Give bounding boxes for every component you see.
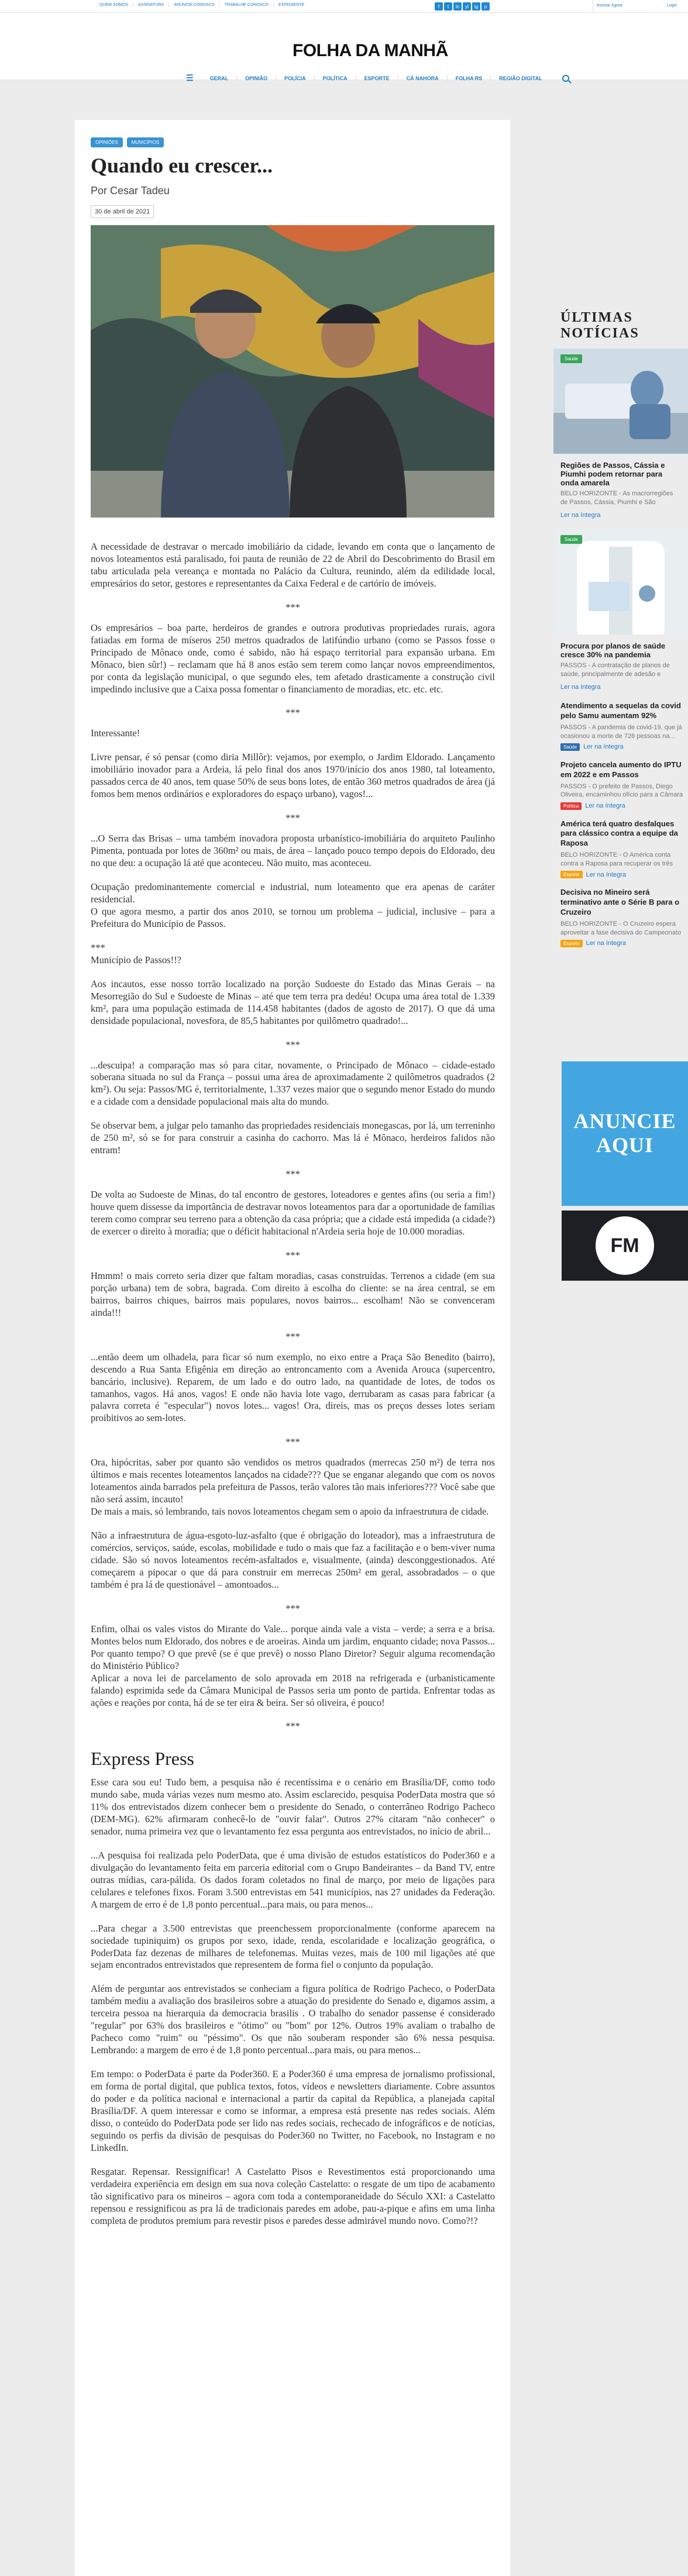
social-icons bbox=[435, 2, 490, 11]
article-paragraph: Os empresários – boa parte, herdeiros de grandes e outrora produtivas propriedades rurais, agora fatiadas em forma de míseros 250 metros quadrados de latifúndio urbano (como se Passos fosse o Principado de Mônaco onde, como é sabido, não há espaço territorial para expansão urbana. Em Mônaco, bien sûr!) – reclamam que há 8 anos estão sem terem como lançar novos empreendimentos, por conta da legislação municipal, o que segundo eles, tem afetado drasticamente a construção civil impedindo inclusive que a Caixa possa fomentar o financiamento de moradias, etc. etc. etc. bbox=[91, 622, 495, 695]
article-photo bbox=[91, 225, 494, 518]
radio-banner[interactable] bbox=[562, 1211, 688, 1281]
separator: *** bbox=[285, 812, 300, 824]
site-logo[interactable]: FOLHA DA MANHÃ bbox=[293, 41, 448, 60]
section-title: Express Press bbox=[91, 1748, 194, 1770]
article-paragraph: ...Para chegar a 3.500 entrevistas que preenchessem proporcionalmente (conforme aparecem na sociedade tupiniquim) os grupos por sexo, idade, renda, escolaridade e localização geográfica, o PoderData faz dezenas de milhares de telefonemas. Muitas vezes, mais de 100 mil ligações até que sejam encontrados entrevistados que representem de forma fiel o conjunto da população. bbox=[91, 1922, 495, 1971]
separator: *** bbox=[285, 601, 300, 613]
news-title[interactable]: Projeto cancela aumento do IPTU em 2022 e em Passos bbox=[560, 760, 682, 779]
article-paragraph: Não a infraestrutura de água-esgoto-luz-asfalto (que é obrigação do loteador), mas a infraestrutura de comércios, serviços, saúde, escolas, mobilidade e tudo o mais que faz a facilitação e o bem-viver numa cidade. São só novos loteamentos recém-asfaltados e, visualmente, (ainda) desconggestionados. Até começarem a pipocar o que dá para construir em merrecas 250m² em geral, assobradados – o que também é pra lá de questionável – amontoados... bbox=[91, 1530, 495, 1590]
news-category-badge[interactable]: Saúde bbox=[560, 743, 580, 751]
read-more-link[interactable]: Ler na íntegra bbox=[583, 743, 624, 751]
news-title[interactable]: Regiões de Passos, Cássia e Piumhi podem retornar para onda amarela bbox=[560, 461, 665, 487]
article-paragraph: Se observar bem, a julgar pelo tamanho das propriedades residenciais monegascas, por lá, um terreninho de 250 m², só se for para construir a casinha do cachorro. Mas lá é Mônaco, herdeiros falidos não entram! bbox=[91, 1120, 495, 1156]
separator: *** bbox=[285, 1720, 300, 1732]
news-badge[interactable]: Saúde bbox=[560, 535, 582, 544]
pinterest-icon[interactable]: p bbox=[481, 2, 490, 11]
read-more-link[interactable]: Ler na íntegra bbox=[585, 802, 625, 810]
news-title[interactable]: Procura por planos de saúde cresce 30% na pandemia bbox=[560, 642, 666, 659]
news-card[interactable] bbox=[553, 529, 688, 692]
facebook-icon[interactable]: f bbox=[435, 2, 443, 11]
header bbox=[0, 13, 688, 80]
separator: *** bbox=[285, 1039, 300, 1050]
separator: *** bbox=[285, 1249, 300, 1261]
news-category-badge[interactable]: Política bbox=[560, 802, 582, 810]
top-link-anuncie[interactable]: ANUNCIE CONOSCO bbox=[174, 3, 220, 7]
separator: *** bbox=[285, 1168, 300, 1180]
nav-item-ca-nahora[interactable]: CÁ NAHORA bbox=[398, 75, 447, 81]
read-more-link[interactable]: Ler na íntegra bbox=[560, 512, 601, 519]
youtube-icon[interactable]: yt bbox=[463, 2, 471, 11]
news-card[interactable] bbox=[553, 349, 688, 520]
news-summary: BELO HORIZONTE - O América conta contra a Raposa para recuperar os três bbox=[560, 851, 673, 868]
article-paragraph: A necessidade de destravar o mercado imobiliário da cidade, levando em conta que o lançamento de novos loteamentos está paralisado, foi pauta de reunião de 22 de Abril do Descobrimento do Brasil em tabu articulada pela vereança e montada no Palácio da Cultura, reunindo, além da edilidade local, empresários do setor, gestores e representantes da Caixa Federal e de cartório de imóveis. bbox=[91, 541, 495, 589]
nav-item-opiniao[interactable]: OPINIÃO bbox=[236, 75, 276, 81]
news-meta bbox=[560, 802, 688, 810]
article-paragraph: Ocupação predominantemente comercial e industrial, num loteamento que era apenas de caráter residencial. O que agora mesmo, a partir dos anos 2010, se tornou um problema – judicial, inclusive – para a Prefeitura do Município de Passos. bbox=[91, 881, 495, 929]
article-paragraph: Em tempo: o PoderData é parte da Poder360. E a Poder360 é uma empresa de jornalismo profissional, em forma de portal digital, que publica textos, fotos, vídeos e newsletters diariamente. Cobre assuntos do poder e da política nacional e internacional a partir da capital da República, a planejada capital Brasília/DF. A quem interessar e como se informar, a empresa está presente nas redes sociais. Além disso, o conteúdo do PoderData pode ser lido nas redes sociais, rechecado de infográficos e de notícias, seguindo os perfis da divisão de pesquisas do Poder360 no Twitter, no Facebook, no Instagram e no LinkedIn. bbox=[91, 2068, 495, 2153]
news-item[interactable] bbox=[560, 701, 688, 751]
article-date: 30 de abril de 2021 bbox=[91, 205, 154, 218]
news-item[interactable] bbox=[560, 819, 688, 879]
nav-item-regiao-digital[interactable]: REGIÃO DIGITAL bbox=[490, 75, 550, 81]
article-tags bbox=[91, 137, 495, 147]
news-summary: BELO HORIZONTE - O Cruzeiro espera aproveitar a fase decisiva do Campeonato bbox=[560, 920, 682, 936]
separator: *** bbox=[285, 1436, 300, 1448]
article-paragraph: Além de perguntar aos entrevistados se conheciam a figura política de Rodrigo Pacheco, o PoderData também mediu a avaliação dos brasileiros sobre a atuação do presidente do Senado e, digamos assim, a terceira pessoa na hierarquia da democracia brasilis . O trabalho do senador passense é considerado "regular" por 63% dos brasileiros e "ótimo" ou "bom" por 12%. Outros 19% avaliam o trabalho de Pacheco como "ruim" ou "péssimo". Os que não souberam responder são 6% nessa pesquisa. Lembrando: a margem de erro é de 1,8 ponto percentual...para mais, ou para menos... bbox=[91, 1983, 495, 2056]
top-link-trabalhe[interactable]: TRABALHE CONOSCO bbox=[225, 3, 274, 7]
tag-opinioes[interactable]: OPINIÕES bbox=[91, 137, 123, 147]
nav-item-politica[interactable]: POLÍTICA bbox=[314, 75, 356, 81]
article-paragraph: Resgatar. Repensar. Ressignificar! A Castelatto Pisos e Revestimentos está proporcionando uma verdadeira experiência em design em sua nova coleção Castelatto: o resgate de um tipo de acabamento tão significativo para os mineiros – agora com toda a contemporaneidade do Século XXI: a Castelatto repensou e ressignificou as pra lá de tradicionais paredes em adobe, pau-a-pique e afins em uma linha completa de produtos premium para revestir pisos e paredes desse admirável mundo novo. Como?!? bbox=[91, 2165, 495, 2226]
doctor-photo bbox=[553, 529, 688, 634]
news-summary: PASSOS - A contratação de planos de saúde, principalmente de adesão e bbox=[560, 662, 670, 678]
nav-item-folha-rs[interactable]: FOLHA RS bbox=[447, 75, 491, 81]
nav-item-esporte[interactable]: ESPORTE bbox=[356, 75, 398, 81]
news-category-badge[interactable]: Esporte bbox=[560, 940, 583, 947]
article-paragraph: *** Município de Passos!!? bbox=[91, 942, 181, 965]
news-title[interactable]: Decisiva no Mineiro será terminativo ante o Série B para o Cruzeiro bbox=[560, 888, 680, 917]
nav-item-geral[interactable]: GERAL bbox=[209, 75, 229, 81]
separator: *** bbox=[285, 1330, 300, 1342]
news-image[interactable] bbox=[553, 529, 688, 634]
news-title[interactable]: América terá quatro desfalques para clássico contra a equipe da Raposa bbox=[560, 819, 678, 848]
article-paragraph: ...A pesquisa foi realizada pelo PoderData, que é uma divisão de estudos estatísticos do Poder360 e a divulgação do levantamento feita em parceria editorial com o Grupo Bandeirantes – da Band TV, entre outras mídias, cara-pálida. Os dados foram coletados no final de março, por meio de ligações para celulares e telefones fixos. Foram 3.500 entrevistas em 541 municípios, nas 27 unidades da Federação. A margem de erro é de 1,8 ponto percentual...para mais, ou para menos... bbox=[91, 1849, 495, 1910]
article-paragraph: Ora, hipócritas, saber por quanto são vendidos os metros quadrados (merrecas 250 m²) de terra nos últimos e mais recentes loteamentos lançados na cidade??? Que se enganar alegando que com os novos loteamentos ainda barrados pela prefeitura de Passos, terão valores tão mais inferiores??? Você sabe que não será assim, incauto! De mais a mais, só lembrando, tais novos loteamentos chegam sem o apoio da infraestrutura de cidade. bbox=[91, 1457, 495, 1518]
top-link-quem-somos[interactable]: QUEM SOMOS bbox=[99, 3, 133, 7]
article-body bbox=[91, 541, 495, 2227]
news-summary: PASSOS - O prefeito de Passos, Diego Oliveira, encaminhou ofício para a Câmara bbox=[560, 782, 683, 799]
main-nav bbox=[186, 73, 569, 83]
article-paragraph: Hmmm! o mais correto seria dizer que faltam moradias, casas construídas. Terrenos a cidade (em sua porção urbana) tem de sobra, bagrada. Com direito à escolha do cliente: se na área central, se em bairros, bairros chiques, bairros mais populares, novos bairros... escolham! Não se convenceram ainda!!! bbox=[91, 1270, 495, 1318]
top-link-expediente[interactable]: EXPEDIENTE bbox=[278, 3, 305, 7]
article-paragraph: Aos incautos, esse nosso torrão localizado na porção Sudoeste do Estado das Minas Gerais – na Mesorregião do Sul e Sudoeste de Minas – até que tem terra pra dedéu! Ocupa uma área total de 1.339 km², para uma população estimada de 114.458 habitantes (dados de agosto de 2017). O que dá uma densidade populacional, novesfora, de 85,5 habitantes por quilômetro quadrado!... bbox=[91, 978, 495, 1026]
article bbox=[75, 120, 510, 2576]
article-paragraph: ...O Serra das Brisas – uma também inovadora proposta urbanístico-imobiliária do arquiteto Paulinho Pimenta, pontuada por lotes de 360m² ou mais, de área – lançado pouco tempo depois do Eldorado, deu no que deu: a ocupação lá até que aconteceu. Não muito, mas aconteceu. bbox=[91, 833, 495, 869]
news-summary: BELO HORIZONTE - As macrorregiões de Passos, Cássia, Piumhi e São bbox=[560, 490, 673, 506]
twitter-icon[interactable]: t bbox=[444, 2, 452, 11]
top-links bbox=[99, 3, 309, 7]
news-badge[interactable]: Saúde bbox=[560, 354, 582, 363]
ad-line-2: AQUI bbox=[596, 1133, 653, 1157]
article-paragraph: Enfim, olhai os vales vistos do Mirante do Vale... porque ainda vale a vista – verde; a serra e a brisa. Montes belos num Eldorado, dos nobres e de aroeiras. Ainda um jardim, enquanto cidade; nova Passos... Por quanto tempo? O que prevê (se é que prevê) o nosso Plano Diretor? Seguir alguma recomendação do Ministério Público? Aplicar a nova lei de parcelamento de solo aprovada em 2018 na refrigerada e (urbanisticamente falando) esprimida sede da Câmara Municipal de Passos seria um ponto de partida. Enfrentar todas as ações e reações por conta, há de se ter eira & beira. Ser só oliveira, é pouco! bbox=[91, 1623, 495, 1708]
top-bar bbox=[0, 0, 688, 13]
separator: *** bbox=[285, 707, 300, 719]
top-link-assinatura[interactable]: ASSINATURA bbox=[138, 3, 169, 7]
article-paragraph: Esse cara sou eu! Tudo bem, a pesquisa não é recentíssima e o cenário em Brasília/DF, como todo mundo sabe, muda várias vezes num mesmo ato. Assim esclarecido, pesquisa PoderData mostra que só 11% dos entrevistados dizem conhecer bem o presidente do Senado, o conterrâneo Rodrigo Pacheco (DEM-MG). 62% afirmaram conhecê-lo de "ouvir falar". Outros 27% citaram "não conhecer" o senador, numa primeira vez que o levantamento fez essa pergunta aos entrevistados, no início de abril... bbox=[91, 1777, 495, 1837]
read-more-link[interactable]: Ler na íntegra bbox=[560, 684, 601, 691]
article-author: Por Cesar Tadeu bbox=[91, 185, 170, 196]
ad-banner[interactable] bbox=[562, 1061, 688, 1206]
news-meta bbox=[560, 940, 688, 947]
photo-two-men-mural bbox=[91, 225, 494, 518]
news-meta bbox=[560, 871, 688, 878]
article-paragraph: ...então deem um olhadela, para ficar só num exemplo, no eixo entre a Praça São Benedito (bairro), descendo a Rua Santa Efigênia em direção ao entroncamento com a Avenida Arouca (supercentro, bancário, inclusive). Reparem, de um lado e do outro lado, na quantidade de lotes, de todos os tamanhos, vagos. Há anos, vagos! E onde não havia lote vago, derrubaram as casas para fabricar (a palavra correta é "especular") novos lotes... vagos! Ora, direis, mas os preços desses lotes seriam proibitivos ao sem-lotes. bbox=[91, 1351, 495, 1424]
news-summary: PASSOS - A pandemia de covid-19, que já ocasionou a morte de 726 pessoas na... bbox=[560, 723, 682, 740]
radio-logo: FM bbox=[596, 1216, 654, 1275]
read-more-link[interactable]: Ler na íntegra bbox=[586, 871, 627, 878]
subscribe-link[interactable]: Assinar Agora bbox=[597, 4, 622, 8]
sidebar-title: ÚLTIMAS NOTÍCIAS bbox=[560, 310, 639, 341]
search-icon[interactable] bbox=[562, 75, 569, 82]
news-image[interactable] bbox=[553, 349, 688, 454]
article-paragraph: Livre pensar, é só pensar (como diria Millôr): vejamos, por exemplo, o Jardim Eldorado. Lançamento imobiliário inovador para a Ardeia, lá pelo final dos anos 1970/início dos anos 1980, tal loteamento, passados cerca de 40 anos, tem quase 50% de seus bons lotes, de então 360 metros quadrados de área (já fomos bem menos ordinários e exploradores do espaço urbano), vagos!... bbox=[91, 751, 495, 800]
news-item[interactable] bbox=[560, 888, 688, 947]
read-more-link[interactable]: Ler na íntegra bbox=[586, 940, 627, 947]
login-link[interactable]: Login bbox=[667, 4, 677, 8]
hospital-photo bbox=[553, 349, 688, 454]
nav-item-policia[interactable]: POLÍCIA bbox=[276, 75, 314, 81]
article-paragraph: ...descuipa! a comparação mas só para citar, novamente, o Principado de Mônaco – cidade-estado soberana situada no sul da França – possui uma área de aproximadamente 2 quilômetros quadrados (2 km²). Ou seja: Passos/MG é, territorialmente, 1.337 vezes maior que o segundo menor Estado do mundo e a cidade com a densidade populacional mais alta do mundo. bbox=[91, 1059, 495, 1108]
menu-icon[interactable]: ☰ bbox=[186, 73, 194, 82]
article-paragraph: Interessante! bbox=[91, 727, 140, 739]
news-item[interactable] bbox=[560, 760, 688, 810]
sidebar bbox=[553, 310, 688, 957]
instagram-icon[interactable]: ig bbox=[472, 2, 480, 11]
article-title: Quando eu crescer... bbox=[91, 154, 273, 177]
article-paragraph: De volta ao Sudoeste de Minas, do tal encontro de gestores, loteadores e gentes afins (ou seria a fim!) houve quem dissesse da importância de destravar novos loteamentos para dar a oportunidade de famílias terem como comprar seu terreno para a obtenção da casa própria; que a cidade está impedida (a cidade?) de exercer o direito à moradia; que o déficit habitacional n'Ardeia seria hoje de 10.000 moradias. bbox=[91, 1189, 495, 1237]
tag-municipios[interactable]: MUNICÍPIOS bbox=[127, 137, 164, 147]
linkedin-icon[interactable]: in bbox=[453, 2, 462, 11]
separator: *** bbox=[285, 1602, 300, 1614]
news-title[interactable]: Atendimento a sequelas da covid pelo Samu aumentam 92% bbox=[560, 701, 681, 720]
ad-line-1: ANUNCIE bbox=[573, 1109, 676, 1133]
news-category-badge[interactable]: Esporte bbox=[560, 871, 583, 878]
news-meta bbox=[560, 743, 688, 751]
